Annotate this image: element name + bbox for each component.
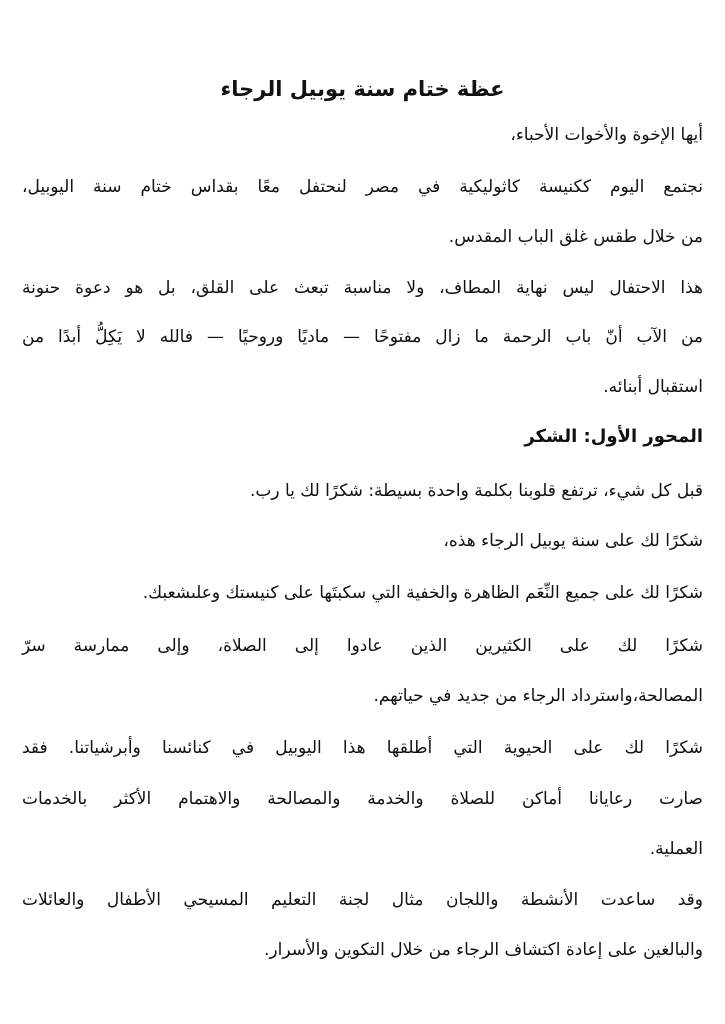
paragraph-1-line-1: نجتمع اليوم ككنيسة كاثوليكية في مصر لنحتفل معًا بقداس ختام سنة اليوبيل، <box>22 177 703 197</box>
paragraph-1-line-2: من خلال طقس غلق الباب المقدس. <box>448 227 703 247</box>
section-heading: المحور الأول: الشكر <box>524 426 703 447</box>
paragraph-2-line-3: استقبال أبنائه. <box>603 377 703 397</box>
thanks-paragraph-2: شكرًا لك على سنة يوبيل الرجاء هذه، <box>443 531 703 551</box>
thanks-paragraph-3: شكرًا لك على جميع النِّعَم الظاهرة والخفية التي سكبتَها على كنيستك وعلىشعبك. <box>142 583 703 603</box>
paragraph-2-line-2: من الآب أنّ باب الرحمة ما زال مفتوحًا — ماديًا وروحيًا — فالله لا يَكِلُّ أبدًا من <box>22 327 703 347</box>
thanks-paragraph-4-line-2: المصالحة،واسترداد الرجاء من جديد في حياتهم. <box>373 686 703 706</box>
thanks-paragraph-5-line-3: العملية. <box>649 839 703 859</box>
document-title: عظة ختام سنة يوبيل الرجاء <box>220 77 505 101</box>
paragraph-2-line-1: هذا الاحتفال ليس نهاية المطاف، ولا مناسبة تبعث على القلق، بل هو دعوة حنونة <box>22 278 703 298</box>
thanks-paragraph-5-line-1: شكرًا لك على الحيوية التي أطلقها هذا اليوبيل في كنائسنا وأبرشياتنا. فقد <box>22 738 703 758</box>
thanks-paragraph-6-line-1: وقد ساعدت الأنشطة واللجان مثال لجنة التعليم المسيحي الأطفال والعائلات <box>22 890 703 910</box>
thanks-paragraph-1: قبل كل شيء، ترتفع قلوبنا بكلمة واحدة بسيطة: شكرًا لك يا رب. <box>249 481 703 501</box>
thanks-paragraph-5-line-2: صارت رعايانا أماكن للصلاة والخدمة والمصالحة والاهتمام الأكثر بالخدمات <box>22 789 703 809</box>
thanks-paragraph-6-line-2: والبالغين على إعادة اكتشاف الرجاء من خلال التكوين والأسرار. <box>264 940 703 960</box>
greeting: أيها الإخوة والأخوات الأحباء، <box>510 125 703 145</box>
thanks-paragraph-4-line-1: شكرًا لك على الكثيرين الذين عادوا إلى الصلاة، وإلى ممارسة سرّ <box>22 636 703 656</box>
